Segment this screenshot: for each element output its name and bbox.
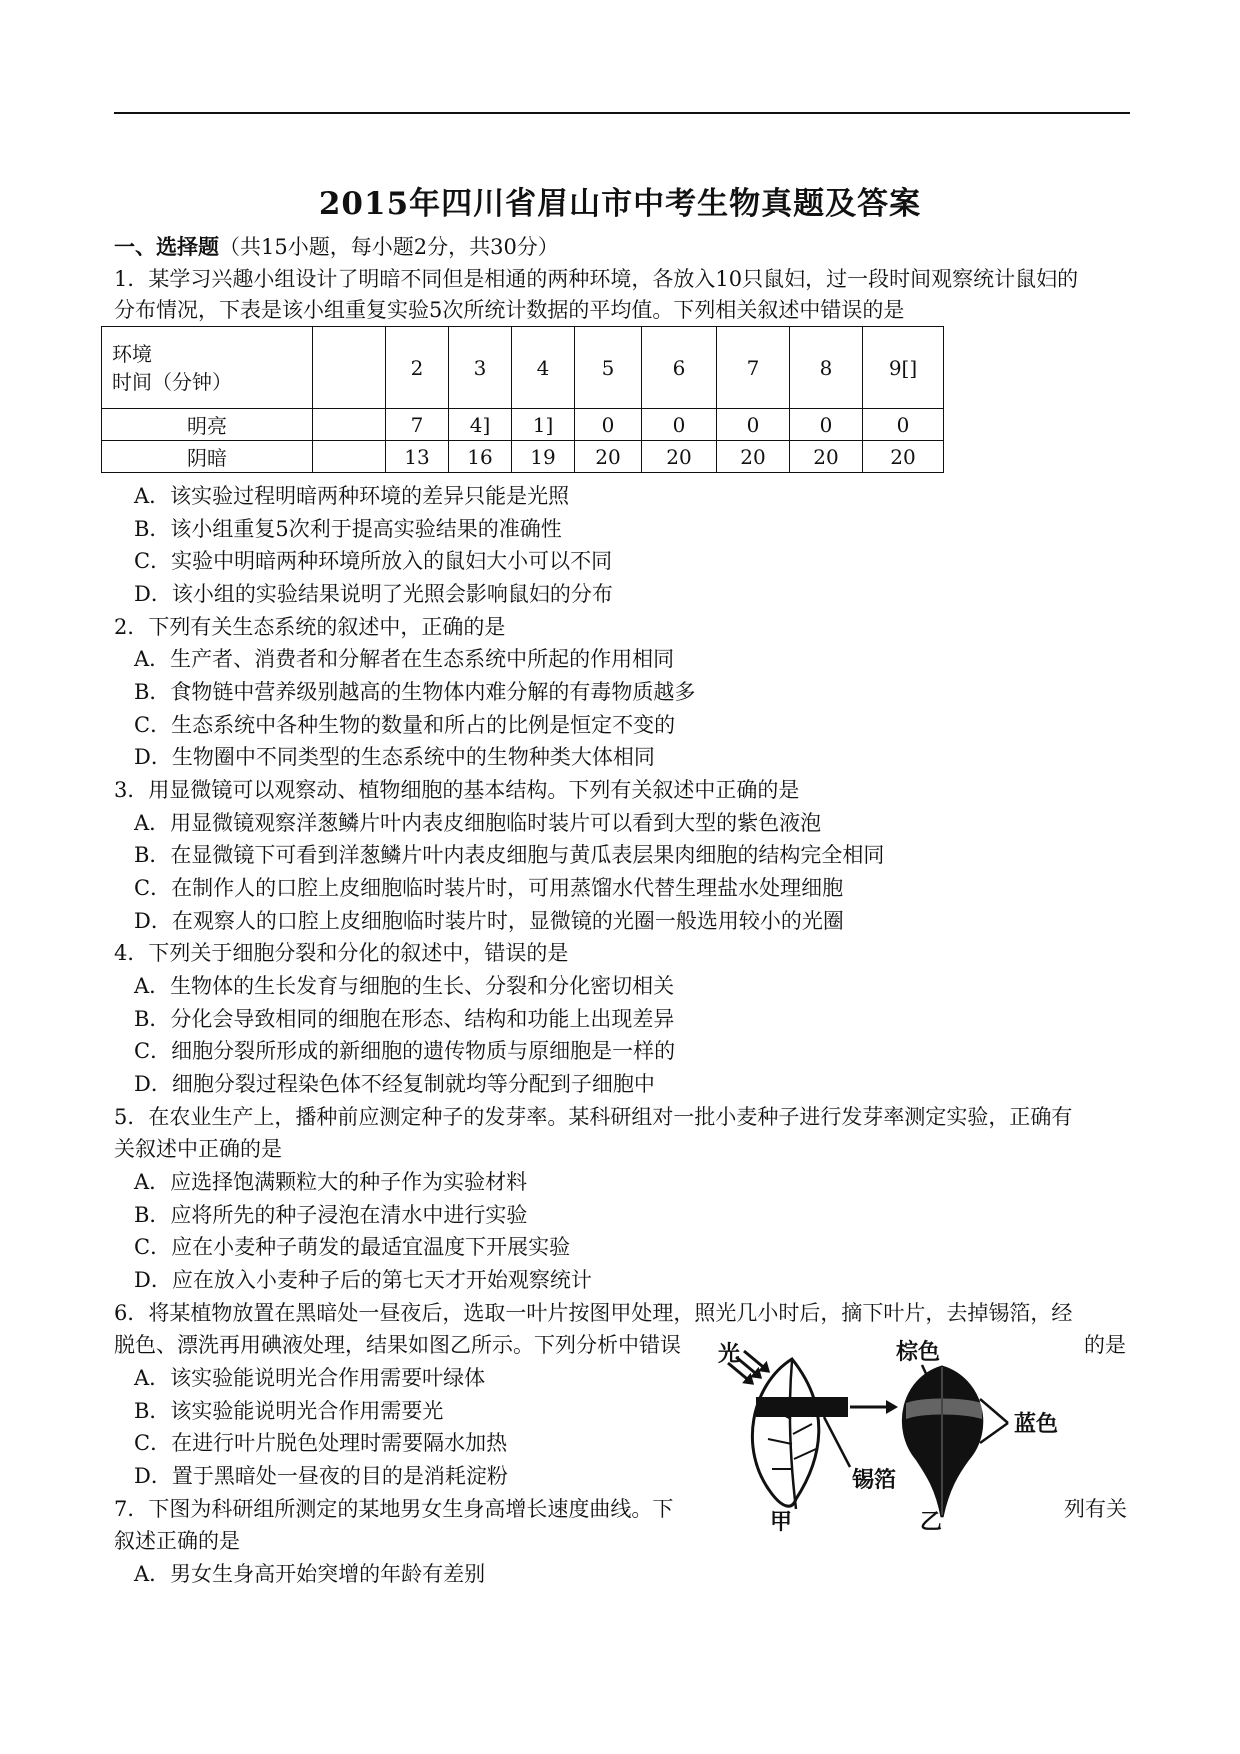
header-label-env: 环境: [112, 341, 152, 366]
q4-option-b: B．分化会导致相同的细胞在形态、结构和功能上出现差异: [134, 1007, 675, 1031]
section-heading: [114, 232, 559, 262]
q4-stem: 4．下列关于细胞分裂和分化的叙述中，错误的是: [114, 941, 569, 965]
label-foil: 锡箔: [852, 1468, 897, 1493]
label-brown: 棕色: [896, 1340, 941, 1365]
label-light: 光: [718, 1342, 741, 1367]
table-empty-cell: [313, 327, 386, 409]
table-cell: 1]: [512, 409, 575, 441]
table-time-cell: 3: [449, 327, 512, 409]
q2-option-c: C．生态系统中各种生物的数量和所占的比例是恒定不变的: [134, 713, 676, 737]
row-label: 明亮: [102, 409, 313, 441]
table-cell: 20: [863, 441, 944, 473]
label-jia: 甲: [770, 1510, 793, 1533]
q2-option-a: A．生产者、消费者和分解者在生态系统中所起的作用相同: [134, 647, 675, 671]
section-note: （共15小题，每小题2分，共30分）: [219, 235, 559, 259]
table-cell: 4]: [449, 409, 512, 441]
q1-option-a: A．该实验过程明暗两种环境的差异只能是光照: [134, 484, 570, 508]
q5-stem-line2: 关叙述中正确的是: [114, 1137, 282, 1161]
q2-option-d: D．生物圈中不同类型的生态系统中的生物种类大体相同: [134, 745, 655, 769]
table-cell: 20: [790, 441, 863, 473]
table-empty-cell: [313, 441, 386, 473]
q6-stem-line1: 6．将某植物放置在黑暗处一昼夜后，选取一叶片按图甲处理，照光几小时后，摘下叶片，去掉锡箔，经: [114, 1301, 1073, 1325]
table-cell: 16: [449, 441, 512, 473]
label-blue: 蓝色: [1014, 1412, 1059, 1437]
table-time-cell: 4: [512, 327, 575, 409]
table-time-cell: 5: [575, 327, 642, 409]
q4-option-d: D．细胞分裂过程染色体不经复制就均等分配到子细胞中: [134, 1072, 655, 1096]
q6-option-c: C．在进行叶片脱色处理时需要隔水加热: [134, 1431, 508, 1455]
mouse-data-table: [101, 326, 944, 473]
table-row-dark: [102, 441, 944, 473]
q3-option-a: A．用显微镜观察洋葱鳞片叶内表皮细胞临时装片可以看到大型的紫色液泡: [134, 811, 822, 835]
q1-stem-line1: 1．某学习兴趣小组设计了明暗不同但是相通的两种环境，各放入10只鼠妇，过一段时间观察统计鼠妇的: [114, 267, 1079, 291]
table-cell: 0: [575, 409, 642, 441]
table-time-cell: 7: [717, 327, 790, 409]
section-label: 一、选择题: [114, 234, 219, 259]
q5-option-b: B．应将所先的种子浸泡在清水中进行实验: [134, 1203, 528, 1227]
leaf-yi-icon: [903, 1367, 982, 1517]
table-cell: 13: [386, 441, 449, 473]
table-cell: 20: [717, 441, 790, 473]
table-cell: 0: [642, 409, 717, 441]
q7-stem-line2: 叙述正确的是: [114, 1529, 240, 1553]
arrow-right-icon: [850, 1400, 898, 1414]
label-yi: 乙: [920, 1510, 943, 1533]
q1-option-b: B．该小组重复5次利于提高实验结果的准确性: [134, 517, 562, 541]
table-header-row: [102, 327, 944, 409]
q6-option-a: A．该实验能说明光合作用需要叶绿体: [134, 1366, 486, 1390]
q4-option-a: A．生物体的生长发育与细胞的生长、分裂和分化密切相关: [134, 974, 675, 998]
q5-option-a: A．应选择饱满颗粒大的种子作为实验材料: [134, 1170, 528, 1194]
table-empty-cell: [313, 409, 386, 441]
table-time-cell: 8: [790, 327, 863, 409]
row-label: 阴暗: [102, 441, 313, 473]
q2-option-b: B．食物链中营养级别越高的生物体内难分解的有毒物质越多: [134, 680, 696, 704]
q5-option-d: D．应在放入小麦种子后的第七天才开始观察统计: [134, 1268, 592, 1292]
table-time-cell: 6: [642, 327, 717, 409]
q1-stem-line2: 分布情况，下表是该小组重复实验5次所统计数据的平均值。下列相关叙述中错误的是: [114, 298, 905, 322]
table-corner-cell: [102, 327, 313, 409]
table-row-bright: [102, 409, 944, 441]
foil-pointer: [824, 1417, 850, 1467]
q2-stem: 2．下列有关生态系统的叙述中，正确的是: [114, 615, 506, 639]
table-time-cell: 9[]: [863, 327, 944, 409]
q3-option-b: B．在显微镜下可看到洋葱鳞片叶内表皮细胞与黄瓜表层果肉细胞的结构完全相同: [134, 843, 885, 867]
table-cell: 0: [717, 409, 790, 441]
table-cell: 20: [642, 441, 717, 473]
table-cell: 0: [790, 409, 863, 441]
table-cell: 0: [863, 409, 944, 441]
q3-option-c: C．在制作人的口腔上皮细胞临时装片时，可用蒸馏水代替生理盐水处理细胞: [134, 876, 844, 900]
table-cell: 19: [512, 441, 575, 473]
page-title: 2015年四川省眉山市中考生物真题及答案: [318, 186, 922, 222]
blue-pointer: [980, 1399, 1008, 1443]
q7-option-a: A．男女生身高开始突增的年龄有差别: [134, 1562, 486, 1586]
table-cell: 7: [386, 409, 449, 441]
q3-option-d: D．在观察人的口腔上皮细胞临时装片时，显微镜的光圈一般选用较小的光圈: [134, 909, 844, 933]
q1-option-d: D．该小组的实验结果说明了光照会影响鼠妇的分布: [134, 582, 613, 606]
q6-option-b: B．该实验能说明光合作用需要光: [134, 1399, 444, 1423]
top-rule: [114, 112, 1130, 114]
foil-strip: [756, 1397, 848, 1417]
q1-option-c: C．实验中明暗两种环境所放入的鼠妇大小可以不同: [134, 549, 613, 573]
table-time-cell: 2: [386, 327, 449, 409]
q7-stem-line1-end: 列有关: [1064, 1497, 1127, 1521]
q7-stem-line1: 7．下图为科研组所测定的某地男女生身高增长速度曲线。下: [114, 1497, 674, 1521]
q6-stem-line2: 脱色、漂洗再用碘液处理，结果如图乙所示。下列分析中错误: [114, 1333, 681, 1357]
q5-stem-line1: 5．在农业生产上，播种前应测定种子的发芽率。某科研组对一批小麦种子进行发芽率测定实验，正确有: [114, 1105, 1073, 1129]
header-label-time: 时间（分钟）: [112, 369, 232, 394]
q6-stem-line2-end: 的是: [1084, 1333, 1126, 1357]
table-cell: 20: [575, 441, 642, 473]
leaf-experiment-figure: [712, 1339, 1068, 1533]
q6-option-d: D．置于黑暗处一昼夜的目的是消耗淀粉: [134, 1464, 508, 1488]
q4-option-c: C．细胞分裂所形成的新细胞的遗传物质与原细胞是一样的: [134, 1039, 676, 1063]
q5-option-c: C．应在小麦种子萌发的最适宜温度下开展实验: [134, 1235, 571, 1259]
q3-stem: 3．用显微镜可以观察动、植物细胞的基本结构。下列有关叙述中正确的是: [114, 778, 800, 802]
